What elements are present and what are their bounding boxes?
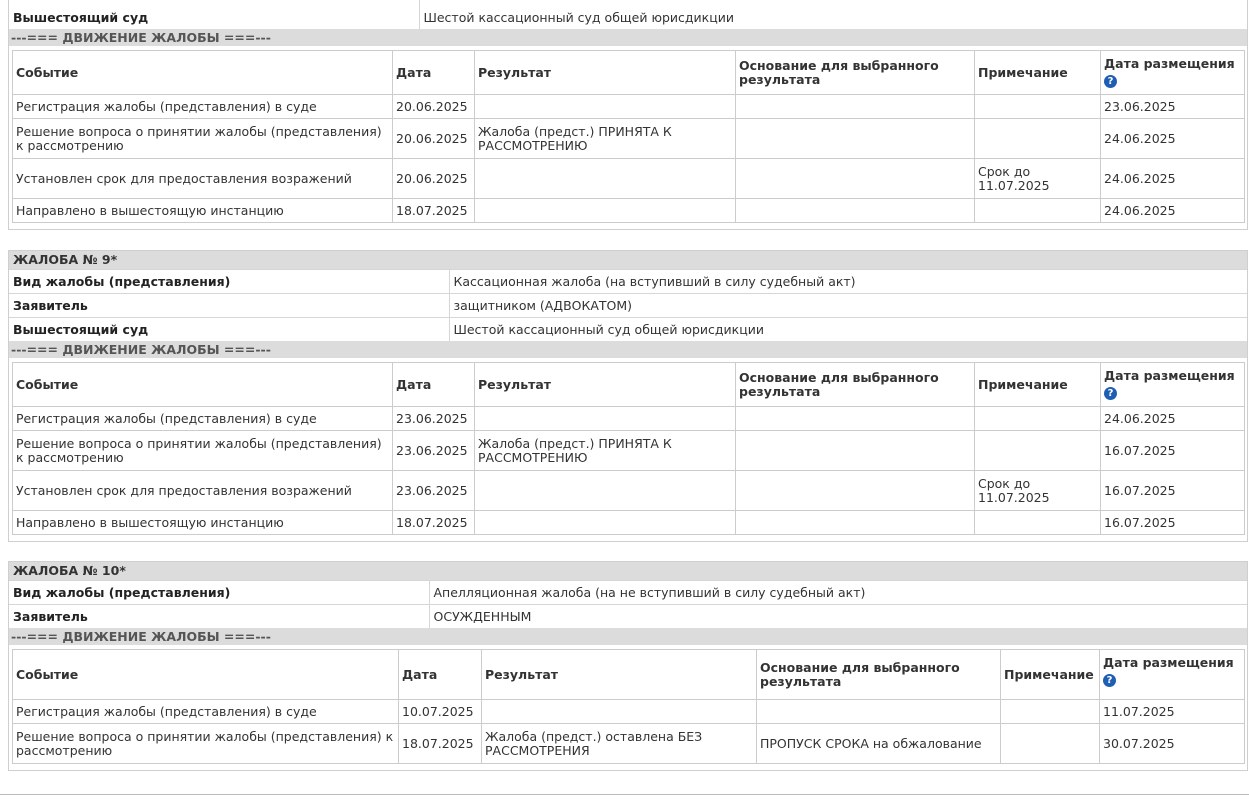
cell-result — [475, 199, 736, 223]
table-row — [13, 95, 1245, 119]
cell-posted: 16.07.2025 — [1101, 511, 1245, 535]
cell-event: Регистрация жалобы (представления) в суде — [13, 95, 393, 119]
cell-result: Жалоба (предст.) ПРИНЯТА К РАССМОТРЕНИЮ — [475, 119, 736, 159]
table-row — [13, 159, 1245, 199]
col-result: Результат — [475, 51, 736, 95]
cell-date: 18.07.2025 — [393, 511, 475, 535]
info-value: защитником (АДВОКАТОМ) — [449, 294, 1247, 318]
cell-basis — [736, 95, 975, 119]
col-posted — [1101, 51, 1245, 95]
col-posted-label: Дата размещения — [1104, 368, 1235, 383]
table-row — [13, 700, 1245, 724]
complaint-title: ЖАЛОБА № 9* — [9, 251, 1247, 269]
col-date: Дата — [393, 363, 475, 407]
cell-event: Решение вопроса о принятии жалобы (представления) к рассмотрению — [13, 119, 393, 159]
cell-result: Жалоба (предст.) оставлена БЕЗ РАССМОТРЕНИЯ — [482, 724, 757, 764]
cell-date: 10.07.2025 — [399, 700, 482, 724]
cell-basis — [736, 159, 975, 199]
col-posted-label: Дата размещения — [1103, 655, 1234, 670]
cell-basis: ПРОПУСК СРОКА на обжалование — [757, 724, 1001, 764]
col-basis: Основание для выбранного результата — [736, 363, 975, 407]
cell-date: 20.06.2025 — [393, 159, 475, 199]
movement-title-bar: ---=== ДВИЖЕНИЕ ЖАЛОБЫ ===--- — [9, 341, 1247, 358]
col-posted-label: Дата размещения — [1104, 56, 1235, 71]
table-row — [13, 471, 1245, 511]
cell-event: Направлено в вышестоящую инстанцию — [13, 511, 393, 535]
table-row — [13, 407, 1245, 431]
info-label: Вышестоящий суд — [9, 0, 419, 29]
question-circle-icon[interactable]: ? — [1103, 674, 1116, 687]
cell-posted: 16.07.2025 — [1101, 471, 1245, 511]
table-row — [13, 511, 1245, 535]
cell-basis — [736, 407, 975, 431]
complaint-9-block — [8, 250, 1248, 542]
col-result: Результат — [482, 650, 757, 700]
cell-basis — [736, 471, 975, 511]
complaint-10-info-table — [9, 580, 1247, 628]
movement-title-bar: ---=== ДВИЖЕНИЕ ЖАЛОБЫ ===--- — [9, 29, 1247, 46]
table-row — [13, 199, 1245, 223]
cell-event: Регистрация жалобы (представления) в суде — [13, 407, 393, 431]
table-row — [13, 119, 1245, 159]
cell-basis — [736, 199, 975, 223]
cell-posted: 23.06.2025 — [1101, 95, 1245, 119]
cell-date: 18.07.2025 — [399, 724, 482, 764]
cell-event: Решение вопроса о принятии жалобы (представления) к рассмотрению — [13, 724, 399, 764]
col-note: Примечание — [975, 363, 1101, 407]
movement-table — [12, 362, 1245, 535]
cell-note: Срок до 11.07.2025 — [975, 159, 1101, 199]
cell-posted: 11.07.2025 — [1100, 700, 1245, 724]
cell-note — [1001, 724, 1100, 764]
col-basis: Основание для выбранного результата — [757, 650, 1001, 700]
info-value: Кассационная жалоба (на вступивший в силу судебный акт) — [449, 270, 1247, 294]
cell-note: Срок до 11.07.2025 — [975, 471, 1101, 511]
movement-table-header — [13, 51, 1245, 95]
cell-date: 20.06.2025 — [393, 95, 475, 119]
cell-result — [482, 700, 757, 724]
info-row-applicant — [9, 294, 1247, 318]
cell-basis — [736, 511, 975, 535]
complaint-8-info-table — [9, 0, 1247, 29]
cell-note — [975, 119, 1101, 159]
cell-posted: 24.06.2025 — [1101, 159, 1245, 199]
col-note: Примечание — [975, 51, 1101, 95]
cell-result — [475, 407, 736, 431]
col-date: Дата — [399, 650, 482, 700]
cell-posted: 16.07.2025 — [1101, 431, 1245, 471]
info-label: Заявитель — [9, 294, 449, 318]
movement-table-header — [13, 363, 1245, 407]
cell-result — [475, 159, 736, 199]
cell-posted: 24.06.2025 — [1101, 407, 1245, 431]
cell-event: Направлено в вышестоящую инстанцию — [13, 199, 393, 223]
cell-posted: 24.06.2025 — [1101, 119, 1245, 159]
cell-basis — [757, 700, 1001, 724]
complaint-10-block — [8, 561, 1248, 771]
info-row-type — [9, 270, 1247, 294]
cell-note — [975, 511, 1101, 535]
info-label: Вид жалобы (представления) — [9, 270, 449, 294]
cell-result — [475, 511, 736, 535]
col-event: Событие — [13, 51, 393, 95]
cell-note — [975, 95, 1101, 119]
info-label: Вышестоящий суд — [9, 318, 449, 342]
movement-table-header — [13, 650, 1245, 700]
movement-title-bar: ---=== ДВИЖЕНИЕ ЖАЛОБЫ ===--- — [9, 628, 1247, 645]
col-date: Дата — [393, 51, 475, 95]
col-event: Событие — [13, 363, 393, 407]
cell-note — [975, 199, 1101, 223]
cell-note — [975, 431, 1101, 471]
cell-result — [475, 95, 736, 119]
info-row-type — [9, 581, 1247, 605]
page-bottom-divider — [0, 794, 1249, 795]
cell-basis — [736, 431, 975, 471]
info-value: Апелляционная жалоба (на не вступивший в силу судебный акт) — [429, 581, 1247, 605]
cell-event: Решение вопроса о принятии жалобы (представления) к рассмотрению — [13, 431, 393, 471]
cell-note — [1001, 700, 1100, 724]
cell-basis — [736, 119, 975, 159]
info-label: Заявитель — [9, 605, 429, 629]
cell-result: Жалоба (предст.) ПРИНЯТА К РАССМОТРЕНИЮ — [475, 431, 736, 471]
info-value: ОСУЖДЕННЫМ — [429, 605, 1247, 629]
cell-posted: 30.07.2025 — [1100, 724, 1245, 764]
cell-note — [975, 407, 1101, 431]
complaint-title: ЖАЛОБА № 10* — [9, 562, 1247, 580]
info-row-higher-court — [9, 318, 1247, 342]
complaint-9-info-table — [9, 269, 1247, 341]
table-row — [13, 431, 1245, 471]
col-result: Результат — [475, 363, 736, 407]
col-event: Событие — [13, 650, 399, 700]
movement-table — [12, 649, 1245, 764]
cell-date: 20.06.2025 — [393, 119, 475, 159]
table-row — [13, 724, 1245, 764]
info-row-applicant — [9, 605, 1247, 629]
col-note: Примечание — [1001, 650, 1100, 700]
complaint-8-block — [8, 0, 1248, 230]
info-value: Шестой кассационный суд общей юрисдикции — [419, 0, 1247, 29]
col-posted — [1101, 363, 1245, 407]
cell-date: 23.06.2025 — [393, 431, 475, 471]
col-posted — [1100, 650, 1245, 700]
cell-event: Установлен срок для предоставления возражений — [13, 471, 393, 511]
info-row-higher-court — [9, 0, 1247, 29]
cell-date: 23.06.2025 — [393, 471, 475, 511]
movement-table — [12, 50, 1245, 223]
cell-result — [475, 471, 736, 511]
cell-event: Установлен срок для предоставления возражений — [13, 159, 393, 199]
cell-posted: 24.06.2025 — [1101, 199, 1245, 223]
cell-date: 18.07.2025 — [393, 199, 475, 223]
cell-event: Регистрация жалобы (представления) в суде — [13, 700, 399, 724]
info-value: Шестой кассационный суд общей юрисдикции — [449, 318, 1247, 342]
col-basis: Основание для выбранного результата — [736, 51, 975, 95]
question-circle-icon[interactable]: ? — [1104, 75, 1117, 88]
cell-date: 23.06.2025 — [393, 407, 475, 431]
info-label: Вид жалобы (представления) — [9, 581, 429, 605]
question-circle-icon[interactable]: ? — [1104, 387, 1117, 400]
